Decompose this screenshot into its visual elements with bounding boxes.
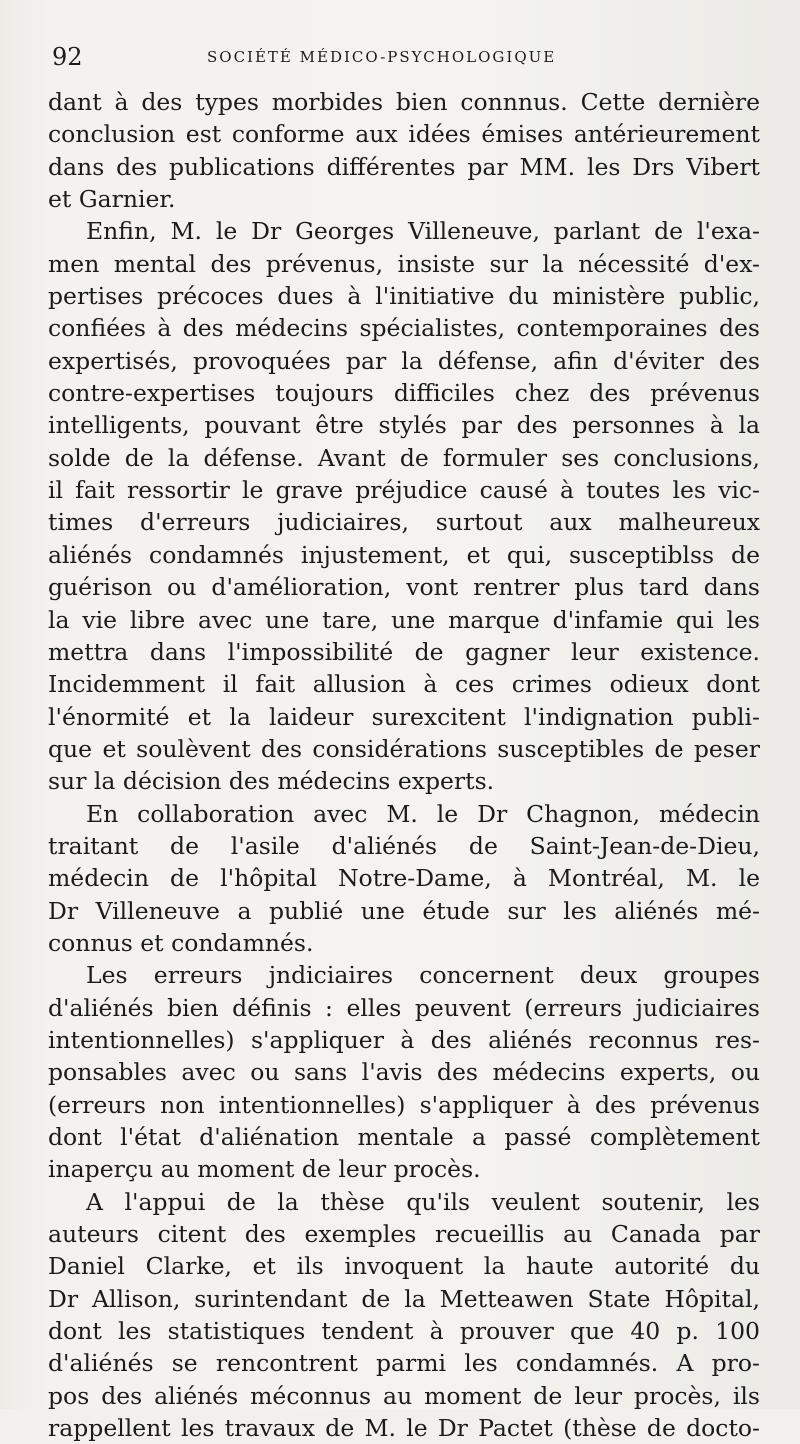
text-line: il fait ressortir le grave préjudice causé à toutes les vic- <box>48 476 760 505</box>
text-line: connus et condamnés. <box>48 928 314 957</box>
text-line: l'énormité et la laideur surexcitent l'indignation publi- <box>48 702 760 731</box>
text-line: et Garnier. <box>48 185 176 214</box>
text-line: solde de la défense. Avant de formuler ses conclusions, <box>48 443 760 472</box>
text-line: Daniel Clarke, et ils invoquent la haute autorité du <box>48 1252 760 1281</box>
text-line: times d'erreurs judiciaires, surtout aux malheureux <box>48 508 760 537</box>
text-line: dont l'état d'aliénation mentale a passé complètement <box>48 1123 760 1151</box>
text-line: traitant de l'asile d'aliénés de Saint-Jean-de-Dieu, <box>48 831 760 860</box>
text-line: Les erreurs jndiciaires concernent deux groupes <box>86 961 760 990</box>
text-line: guérison ou d'amélioration, vont rentrer plus tard dans <box>48 573 760 602</box>
text-line: Enfin, M. le Dr Georges Villeneuve, parlant de l'exa- <box>86 217 760 246</box>
text-line: expertisés, provoquées par la défense, afin d'éviter des <box>48 346 760 375</box>
running-head: SOCIÉTÉ MÉDICO-PSYCHOLOGIQUE <box>207 48 557 66</box>
text-line: sur la décision des médecins experts. <box>48 767 495 796</box>
text-line: intelligents, pouvant être stylés par des personnes à la <box>48 411 760 440</box>
text-line: d'aliénés bien définis : elles peuvent (erreurs judiciaires <box>48 993 760 1022</box>
text-line: A l'appui de la thèse qu'ils veulent soutenir, les <box>86 1187 760 1216</box>
text-line: mettra dans l'impossibilité de gagner leur existence. <box>48 637 760 666</box>
text-line: contre-expertises toujours difficiles chez des prévenus <box>48 379 760 408</box>
text-line: dant à des types morbides bien connnus. Cette dernière <box>48 88 760 116</box>
text-line: rappellent les travaux de M. le Dr Pactet (thèse de docto- <box>48 1414 760 1443</box>
text-line: Dr Allison, surintendant de la Metteawen State Hôpital, <box>48 1284 760 1313</box>
text-line: d'aliénés se rencontrent parmi les condamnés. A pro- <box>48 1349 760 1378</box>
text-line: auteurs citent des exemples recueillis au Canada par <box>48 1220 760 1249</box>
text-line: médecin de l'hôpital Notre-Dame, à Montréal, M. le <box>48 864 760 893</box>
text-line: Incidemment il fait allusion à ces crimes odieux dont <box>48 670 760 699</box>
page-number: 92 <box>52 43 83 71</box>
text-line: En collaboration avec M. le Dr Chagnon, médecin <box>86 799 760 828</box>
body-text <box>48 86 760 1444</box>
page-header <box>52 42 752 72</box>
text-line: (erreurs non intentionnelles) s'appliquer à des prévenus <box>48 1090 760 1119</box>
text-line: que et soulèvent des considérations susceptibles de peser <box>48 734 760 763</box>
text-line: ponsables avec ou sans l'avis des médecins experts, ou <box>48 1058 760 1087</box>
text-line: dont les statistiques tendent à prouver que 40 p. 100 <box>48 1317 760 1346</box>
text-line: inaperçu au moment de leur procès. <box>48 1155 481 1184</box>
text-line: Dr Villeneuve a publié une étude sur les aliénés mé- <box>48 896 760 925</box>
text-line: intentionnelles) s'appliquer à des aliénés reconnus res- <box>48 1025 760 1054</box>
text-line: conclusion est conforme aux idées émises antérieurement <box>48 120 760 149</box>
text-line: dans des publications différentes par MM. les Drs Vibert <box>48 152 760 181</box>
text-line: pos des aliénés méconnus au moment de leur procès, ils <box>48 1381 760 1410</box>
text-line: men mental des prévenus, insiste sur la nécessité d'ex- <box>48 249 760 278</box>
text-line: aliénés condamnés injustement, et qui, susceptiblss de <box>48 540 760 569</box>
text-line: confiées à des médecins spécialistes, contemporaines des <box>48 314 760 343</box>
text-line: pertises précoces dues à l'initiative du ministère public, <box>48 282 760 311</box>
text-line: la vie libre avec une tare, une marque d'infamie qui les <box>48 605 760 634</box>
